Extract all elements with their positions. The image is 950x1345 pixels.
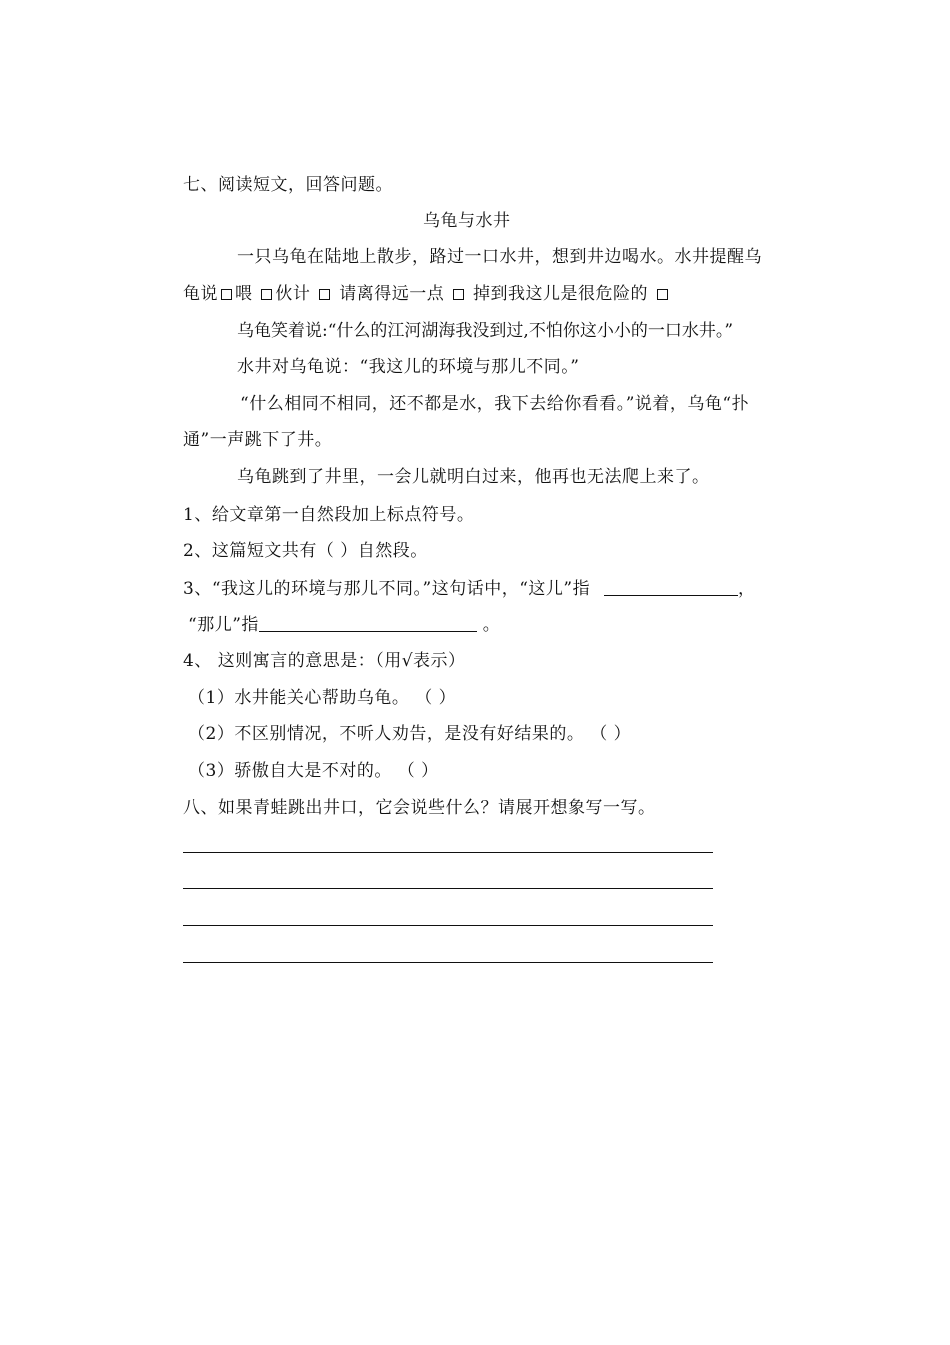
punctuation-box-5[interactable] [657,289,668,300]
question-4: 4、 这则寓言的意思是：（用√表示） [183,651,466,671]
punctuation-box-1[interactable] [221,289,232,300]
story-title: 乌龟与水井 [423,211,511,231]
question-4-option-3[interactable]: （3）骄傲自大是不对的。 （ ） [188,761,439,781]
question-3-end: 。 [482,615,501,635]
question-4-option-1[interactable]: （1）水井能关心帮助乌龟。 （ ） [188,688,457,708]
paragraph-3: 水井对乌龟说：“我这儿的环境与那儿不同。” [237,357,580,377]
writing-line-4[interactable] [183,962,713,963]
punctuation-box-4[interactable] [453,289,464,300]
para1-text-d: 请离得远一点 [339,284,445,304]
question-3-line-2 [188,613,500,636]
question-3-text-b: “那儿”指 [188,615,259,635]
question-4-option-2[interactable]: （2）不区别情况，不听人劝告，是没有好结果的。 （ ） [188,724,632,744]
paragraph-4-line-1: “什么相同不相同，还不都是水，我下去给你看看。”说着，乌龟“扑 [240,394,750,414]
answer-blank-zheer[interactable] [604,577,738,596]
writing-line-2[interactable] [183,888,713,889]
paragraph-2: 乌龟笑着说:“什么的江河湖海我没到过,不怕你这小小的一口水井。” [237,321,734,341]
answer-blank-naer[interactable] [259,613,477,632]
writing-line-1[interactable] [183,852,713,853]
para1-text-a: 龟说 [183,284,218,304]
question-3-line-1 [183,577,756,600]
section8-heading: 八、如果青蛙跳出井口，它会说些什么？请展开想象写一写。 [183,798,656,818]
para1-text-c: 伙计 [275,284,311,304]
paragraph-1-line-2 [183,283,671,305]
paragraph-1-line-1: 一只乌龟在陆地上散步，路过一口水井，想到井边喝水。水井提醒乌 [237,247,762,267]
paragraph-5: 乌龟跳到了井里，一会儿就明白过来，他再也无法爬上来了。 [237,467,710,487]
punctuation-box-3[interactable] [319,289,330,300]
question-3-text-a: 3、“我这儿的环境与那儿不同。”这句话中，“这儿”指 [183,579,591,599]
section7-heading: 七、阅读短文，回答问题。 [183,175,393,195]
para1-text-e: 掉到我这儿是很危险的 [473,284,649,304]
question-2: 2、这篇短文共有（ ）自然段。 [183,541,428,561]
para1-text-b: 喂 [235,284,253,304]
writing-line-3[interactable] [183,925,713,926]
question-3-comma: ， [738,579,756,599]
punctuation-box-2[interactable] [261,289,272,300]
paragraph-4-line-2: 通”一声跳下了井。 [183,430,333,450]
question-1: 1、给文章第一自然段加上标点符号。 [183,505,475,525]
